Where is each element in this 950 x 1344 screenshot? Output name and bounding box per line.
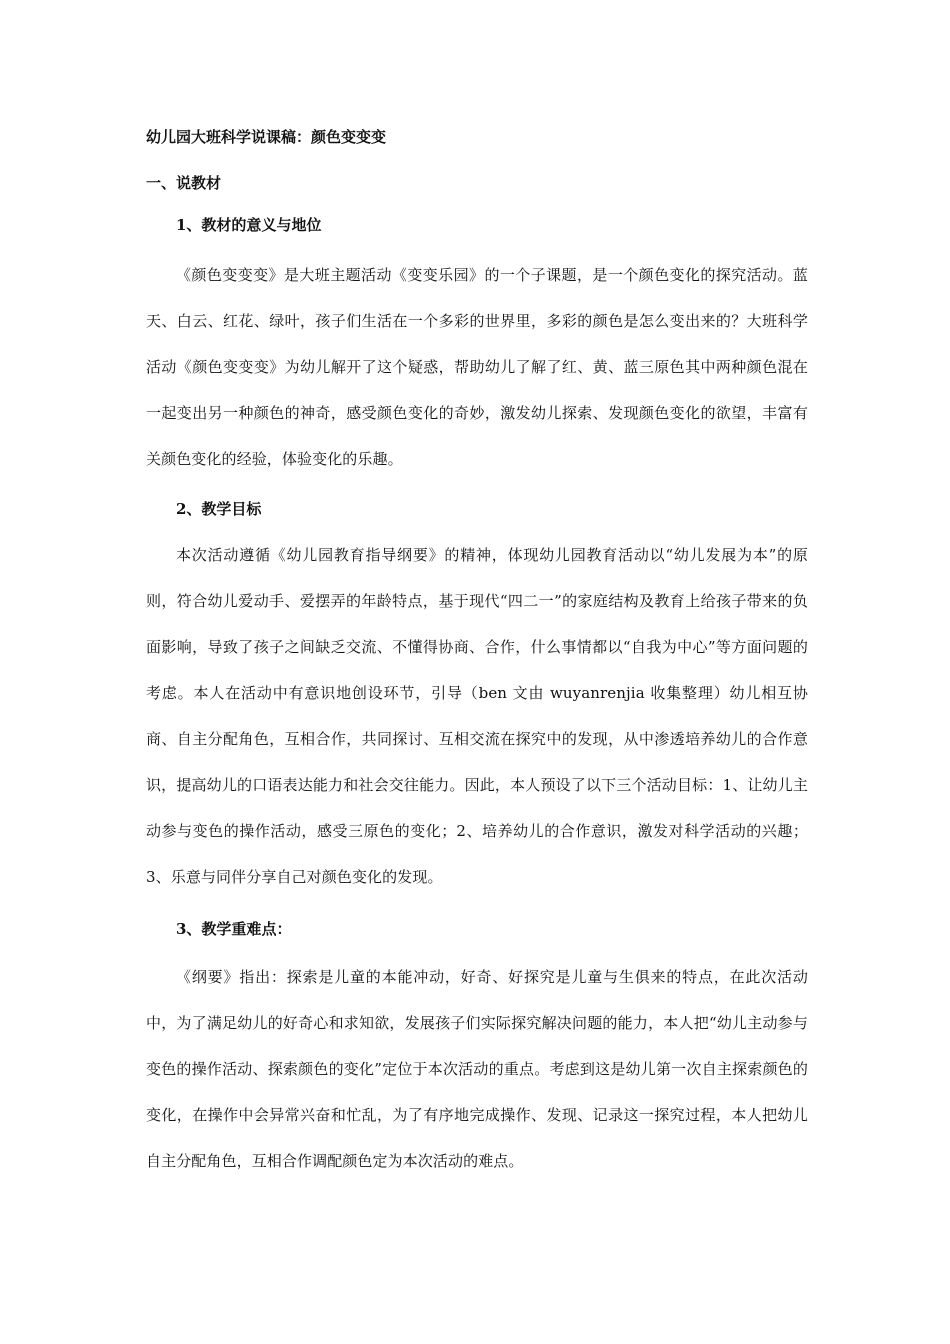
paragraph-teaching-goals: 本次活动遵循《幼儿园教育指导纲要》的精神，体现幼儿园教育活动以“幼儿发展为本”的原则，符合幼儿爱动手、爱摆弄的年龄特点，基于现代“四二一”的家庭结构及教育上给孩子带来的负面影响，导致了孩子之间缺乏交流、不懂得协商、合作，什么事情都以“自我为中心”等方面问题的考虑。本人在活动中有意识地创设环节，引导（ben 文由 wuyanrenjia 收集整理）幼儿相互协商、自主分配角色，互相合作，共同探讨、互相交流在探究中的发现，从中渗透培养幼儿的合作意识，提高幼儿的口语表达能力和社会交往能力。因此，本人预设了以下三个活动目标：1、让幼儿主动参与变色的操作活动，感受三原色的变化；2、培养幼儿的合作意识，激发对科学活动的兴趣；3、乐意与同伴分享自己对颜色变化的发现。 bbox=[146, 546, 808, 886]
subsection-heading-significance: 1、教材的意义与地位 bbox=[176, 216, 322, 234]
paragraph-key-difficult-points: 《纲要》指出：探索是儿童的本能冲动，好奇、好探究是儿童与生俱来的特点，在此次活动中，为了满足幼儿的好奇心和求知欲，发展孩子们实际探究解决问题的能力，本人把“幼儿主动参与变色的操作活动、探索颜色的变化”定位于本次活动的重点。考虑到这是幼儿第一次自主探索颜色的变化，在操作中会异常兴奋和忙乱，为了有序地完成操作、发现、记录这一探究过程，本人把幼儿自主分配角色，互相合作调配颜色定为本次活动的难点。 bbox=[146, 968, 808, 1170]
subsection-heading-key-difficult-points: 3、教学重难点： bbox=[176, 920, 292, 938]
document-title: 幼儿园大班科学说课稿：颜色变变变 bbox=[146, 128, 387, 146]
paragraph-significance: 《颜色变变变》是大班主题活动《变变乐园》的一个子课题，是一个颜色变化的探究活动。蓝天、白云、红花、绿叶，孩子们生活在一个多彩的世界里，多彩的颜色是怎么变出来的？大班科学活动《颜色变变变》为幼儿解开了这个疑惑，帮助幼儿了解了红、黄、蓝三原色其中两种颜色混在一起变出另一种颜色的神奇，感受颜色变化的奇妙，激发幼儿探索、发现颜色变化的欲望，丰富有关颜色变化的经验，体验变化的乐趣。 bbox=[146, 266, 808, 468]
subsection-heading-teaching-goals: 2、教学目标 bbox=[176, 500, 262, 518]
section-heading-teaching-material: 一、说教材 bbox=[146, 174, 222, 192]
